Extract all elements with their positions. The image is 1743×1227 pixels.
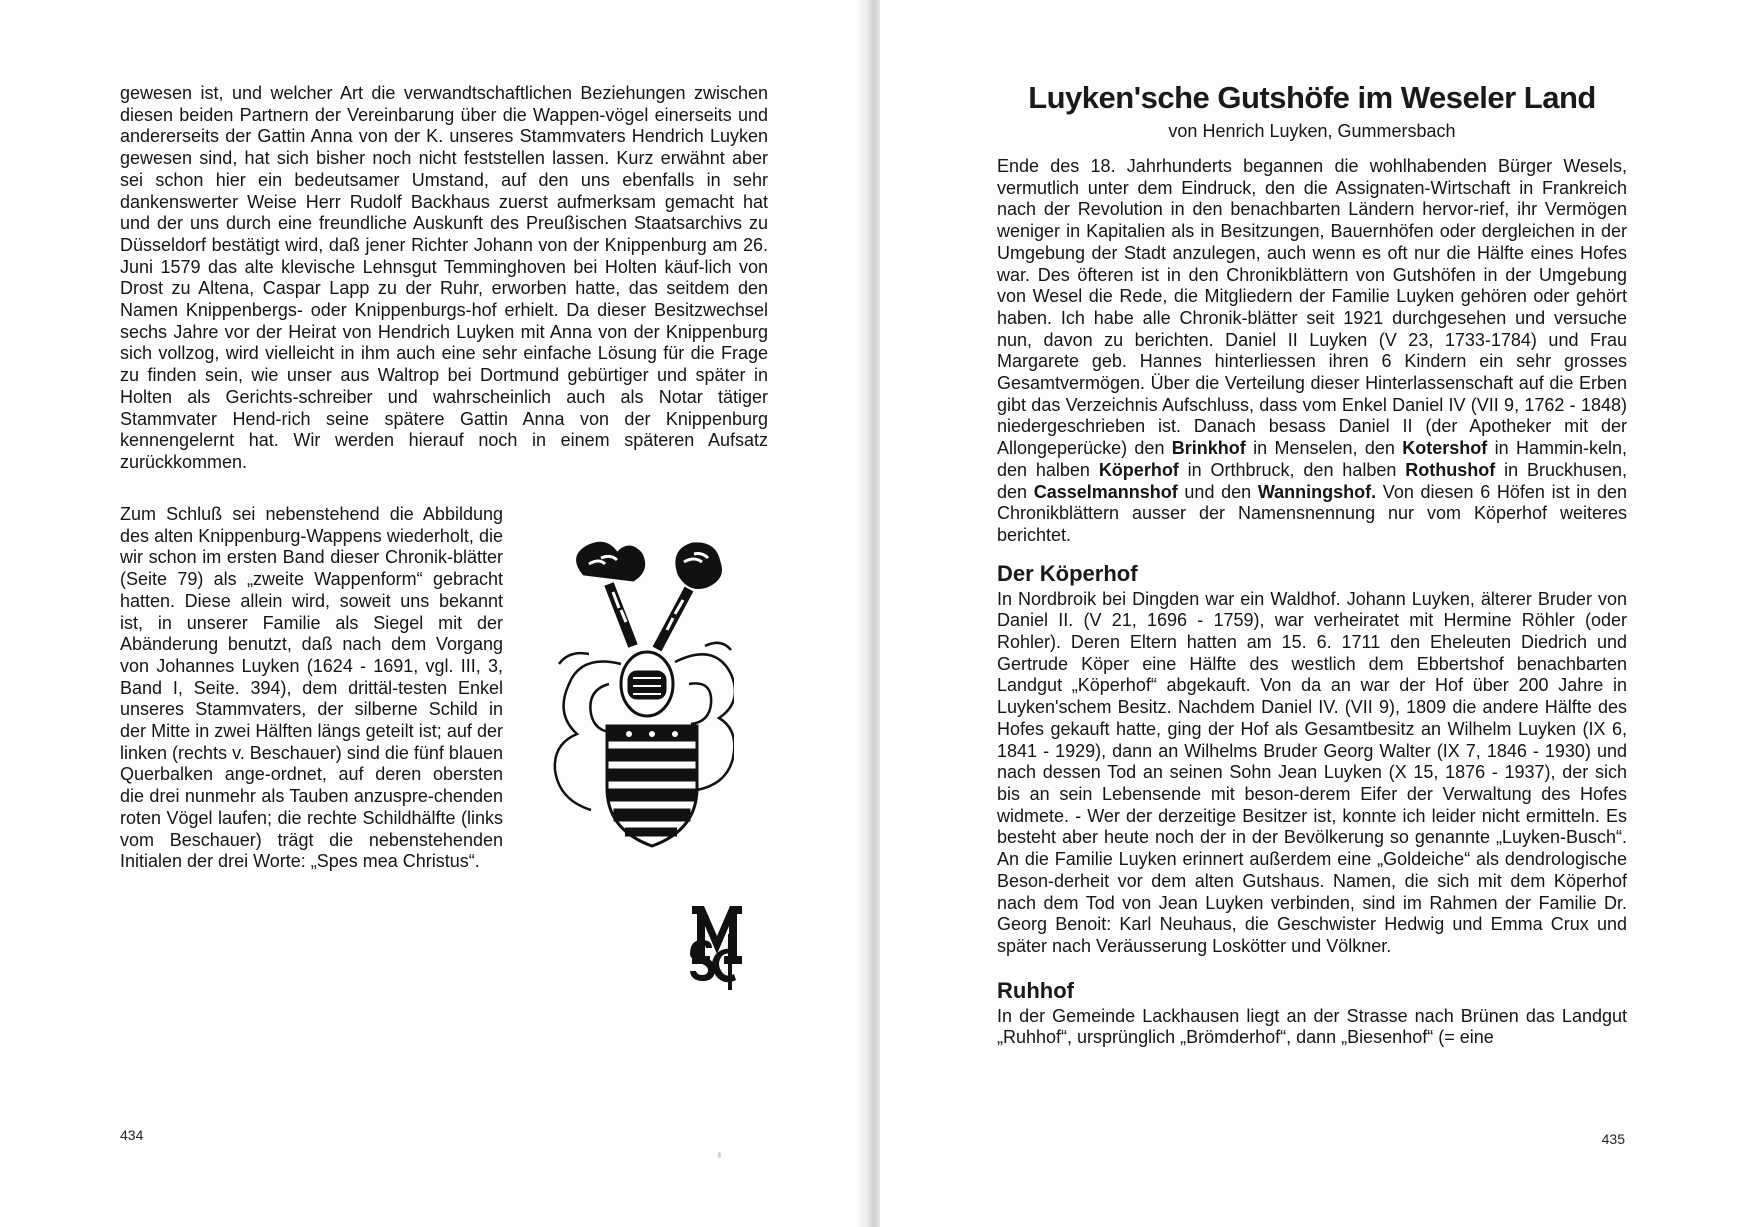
intro-text-2: in Menselen, den [1245, 438, 1403, 459]
hof-name-wanningshof: Wanningshof. [1257, 481, 1377, 502]
left-page [0, 0, 868, 1227]
article-title: Luyken'sche Gutshöfe im Weseler Land [1028, 80, 1596, 115]
section-heading-ruhhof: Ruhhof [997, 977, 1074, 1003]
left-lower-block [120, 504, 768, 873]
hof-name-koeperhof: Köperhof [1098, 459, 1179, 480]
intro-text-1: Ende des 18. Jahrhunderts begannen die wohlhabenden Bürger Wesels, vermutlich unter dem Eindruck, den die Assignaten-Wirtschaft in Frankreich nach der Revolution in den benachbarten Ländern hervor-rief, ihr Vermögen weniger in Kapitalien als in Besitzungen, Bauernhöfen oder dergleichen in der Umgebung der Stadt anzulegen, auch wenn es oft nur die Hälfte eines Hofes war. Des öfteren ist in den Chronikblättern von Gutshöfen in der Umgebung von Wesel die Rede, die Mitgliedern der Familie Luyken gehören oder gehört haben. Ich habe alle Chronik-blätter seit 1921 durchgesehen und versuche nun, davon zu berichten. Daniel II Luyken (V 23, 1733-1784) und Frau Margarete geb. Hannes hinterliessen ihren 6 Kindern ein sehr grosses Gesamtvermögen. Über die Verteilung dieser Hinterlassenschaft auf die Erben gibt das Verzeichnis Aufschluss, dass vom Enkel Daniel IV (VII 9, 1762 - 1848) niedergeschrieben ist. Danach besass Daniel II (der Apotheker mit der Allongeperücke) den [997, 156, 1627, 459]
article-author: von Henrich Luyken, Gummersbach [1168, 121, 1456, 141]
intro-text-3: in Hammin-keln, den halben [997, 438, 1627, 480]
hof-name-kotershof: Kotershof [1402, 438, 1488, 459]
intro-text-5: in Bruckhusen, den [997, 459, 1628, 502]
coat-of-arms-icon [529, 534, 734, 854]
intro-text-6: und den [1177, 481, 1258, 502]
hof-name-rothushof: Rothushof [1405, 459, 1496, 480]
article [997, 80, 1627, 1049]
left-paragraph-bottom: Zum Schluß sei nebenstehend die Abbildung des alten Knippenburg-Wappens wiederholt, die wir schon im ersten Band dieser Chronik-blätter (Seite 79) als „zweite Wappenform“ gebracht hatten. Diese allein wird, soweit uns bekannt ist, in unserer Familie als Siegel mit der Abänderung benutzt, daß nach dem Vorgang von Johannes Luyken (1624 - 1691, vgl. III, 3, Band I, Seite. 394), dem drittäl-testen Enkel unseres Stammvaters, der silberne Schild in der Mitte in zwei Hälften längs geteilt ist; auf der linken (rechts v. Beschauer) sind die fünf blauen Querbalken ange-ordnet, auf deren obersten die drei nunmehr als Tauben anzuspre-chenden roten Vögel laufen; die rechte Schildhälfte (links vom Beschauer) trägt die nebenstehenden Initialen der drei Worte: „Spes mea Christus“. [120, 504, 503, 872]
koeperhof-paragraph: In Nordbroik bei Dingden war ein Waldhof. Johann Luyken, älterer Bruder von Daniel II. (V 21, 1696 - 1759), war verheiratet mit Hermine Röhler (oder Rohler). Deren Eltern hatten am 15. 6. 1711 den Eheleuten Diedrich und Gertrude Köper eine Hälfte des westlich dem Ebbertshof benachbarten Landgut „Köperhof“ abgekauft. Von da an war der Hof über 200 Jahre in Luyken'schem Besitz. Nachdem Daniel IV. (VII 9), 1809 die andere Hälfte des Hofes gekauft hatte, ging der Hof als Gesamtbesitz an Wilhelm Luyken (IX 6, 1841 - 1929), dann an Wilhelms Bruder Georg Walter (IX 7, 1846 - 1930) und nach dessen Tod an seinen Sohn Jean Luyken (X 15, 1876 - 1937), der sich bis an sein Lebensende mit beson-derem Eifer der Verwaltung des Hofes widmete. - Wer der derzeitige Besitzer ist, konnte ich leider nicht ermitteln. Es besteht aber heute noch der in der Bevölkerung so genannte „Luyken-Busch“. An die Familie Luyken erinnert außerdem eine „Goldeiche“ als dendrologische Beson-derheit vor dem alten Gutshaus. Namen, die sich mit dem Köperhof nach dem Tod von Jean Luyken verbinden, sind im Rahmen der Familie Dr. Georg Benoit: Karl Neuhaus, die Geschwister Hedwig und Emma Crux und später nach Veräusserung Loskötter und Völkner. [997, 588, 1627, 956]
ruhhof-paragraph: In der Gemeinde Lackhausen liegt an der Strasse nach Brünen das Landgut „Ruhhof“, ursprünglich „Brömderhof“, dann „Biesenhof“ (= eine [997, 1005, 1627, 1048]
page-number-right: 435 [1601, 1131, 1625, 1147]
page-number-left: 434 [120, 1127, 144, 1143]
intro-text-4: in Orthbruck, den halben [1178, 459, 1406, 480]
right-page [880, 0, 1743, 1227]
paper-speck [718, 1152, 721, 1158]
intro-text-7: Von diesen 6 Höfen ist in den Chronikblättern ausser der Namensnennung nur vom Köperhof weiteres berichtet. [997, 481, 1627, 545]
section-heading-koeperhof: Der Köperhof [997, 560, 1138, 586]
monogram-icon [686, 898, 748, 993]
left-paragraph-top: gewesen ist, und welcher Art die verwandtschaftlichen Beziehungen zwischen diesen beiden Partnern der Vereinbarung über die Wappen-vögel einerseits und andererseits der Gattin Anna von der K. unseres Stammvaters Hendrich Luyken gewesen sind, hat sich bisher noch nicht feststellen lassen. Kurz erwähnt aber sei schon hier ein bedeutsamer Umstand, auf den uns ebenfalls in sehr dankenswerter Weise Herr Rudolf Backhaus zuerst aufmerksam gemacht hat und der uns durch eine freundliche Auskunft des Preußischen Staatsarchivs zu Düsseldorf bestätigt wird, daß jener Richter Johann von der Knippenburg am 26. Juni 1579 das alte klevische Lehnsgut Temminghoven bei Holten käuf-lich von Drost zu Altena, Caspar Lapp zu der Ruhr, erworben hatte, das seitdem den Namen Knippenbergs- oder Knippenburgs-hof erhielt. Da dieser Besitzwechsel sechs Jahre vor der Heirat von Hendrich Luyken mit Anna von der Knippenburg sich vollzog, wird vielleicht in ihm auch eine sehr einfache Lösung für die Frage zu finden sein, wie unser aus Waltrop bei Dortmund gebürtiger und später in Holten als Gerichts-schreiber und wahrscheinlich auch als Notar tätiger Stammvater Hend-rich seine spätere Gattin Anna von der Knippenburg kennengelernt hat. Wir werden hierauf noch in einem späteren Aufsatz zurückkommen. [120, 83, 768, 472]
hof-name-casselmannshof: Casselmannshof [1033, 481, 1178, 502]
intro-paragraph [997, 156, 1627, 547]
hof-name-brinkhof: Brinkhof [1171, 438, 1246, 459]
